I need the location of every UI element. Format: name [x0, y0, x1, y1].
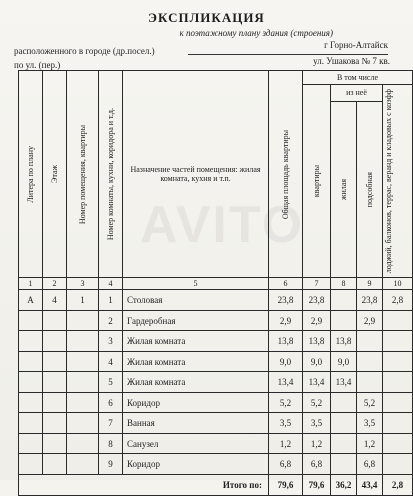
cell-litera [19, 331, 43, 352]
header-sub-no: Номер комнаты, кухни, коридора и т.д. [99, 71, 123, 278]
cell-name: Жилая комната [123, 351, 269, 372]
cell-floor [43, 413, 67, 434]
cell-floor [43, 454, 67, 475]
cell-apt: 1,2 [303, 433, 331, 454]
cell-name: Жилая комната [123, 372, 269, 393]
table-row [19, 392, 413, 413]
table-row [19, 454, 413, 475]
cell-room [67, 433, 99, 454]
cell-room [67, 392, 99, 413]
cell-floor [43, 331, 67, 352]
cell-total: 2,9 [269, 310, 303, 331]
cell-living: 9,0 [331, 351, 357, 372]
cell-sub: 2 [99, 310, 123, 331]
cell-living: 13,8 [331, 331, 357, 352]
table-row [19, 433, 413, 454]
cell-total: 5,2 [269, 392, 303, 413]
cell-balc: 2,8 [383, 290, 413, 311]
table-row [19, 290, 413, 311]
city-label: расположенного в городе (др.посел.) [14, 46, 155, 56]
cell-apt: 6,8 [303, 454, 331, 475]
totals-apt: 79,6 [303, 474, 331, 495]
header-living: жилая [331, 101, 357, 278]
cell-litera [19, 454, 43, 475]
cell-living [331, 454, 357, 475]
cell-balc [383, 351, 413, 372]
watermark: AVITO [140, 196, 305, 254]
cell-aux: 23,8 [357, 290, 383, 311]
cell-total: 13,8 [269, 331, 303, 352]
cell-aux: 6,8 [357, 454, 383, 475]
cell-name: Ванная [123, 413, 269, 434]
cell-room [67, 331, 99, 352]
cell-room [67, 454, 99, 475]
cell-litera [19, 372, 43, 393]
cell-litera [19, 433, 43, 454]
cell-floor [43, 433, 67, 454]
cell-name: Жилая комната [123, 331, 269, 352]
cell-balc [383, 433, 413, 454]
city-value: г Горно-Алтайск [188, 40, 388, 55]
cell-sub: 7 [99, 413, 123, 434]
cell-living: 13,4 [331, 372, 357, 393]
header-total-area: Общая площадь квартиры [269, 71, 303, 278]
header-purpose: Назначение частей помещения: жилая комната, кухня и т.п. [123, 71, 269, 278]
table-row [19, 310, 413, 331]
table-row [19, 331, 413, 352]
header-of-it: из неё [331, 85, 383, 102]
cell-aux: 1,2 [357, 433, 383, 454]
explication-table [18, 70, 413, 496]
cell-sub: 1 [99, 290, 123, 311]
cell-floor: 4 [43, 290, 67, 311]
cell-aux: 5,2 [357, 392, 383, 413]
cell-aux [357, 372, 383, 393]
street-value: ул. Ушакова № 7 кв. [130, 56, 390, 71]
street-label: по ул. (пер.) [14, 60, 61, 70]
cell-total: 9,0 [269, 351, 303, 372]
cell-litera [19, 351, 43, 372]
cell-balc [383, 372, 413, 393]
cell-name: Коридор [123, 454, 269, 475]
cell-room [67, 413, 99, 434]
totals-balc: 2,8 [383, 474, 413, 495]
column-numbers-row: 1 2 3 4 5 6 7 8 9 10 [19, 278, 413, 290]
table-row [19, 413, 413, 434]
totals-row [19, 474, 413, 495]
cell-floor [43, 351, 67, 372]
cell-apt: 2,9 [303, 310, 331, 331]
cell-sub: 5 [99, 372, 123, 393]
cell-aux [357, 351, 383, 372]
header-apartment: квартиры [303, 85, 331, 278]
cell-apt: 9,0 [303, 351, 331, 372]
cell-total: 1,2 [269, 433, 303, 454]
cell-aux: 2,9 [357, 310, 383, 331]
cell-room [67, 372, 99, 393]
cell-room [67, 310, 99, 331]
cell-litera [19, 310, 43, 331]
subtitle-text: к поэтажному плану здания (строения) [179, 28, 333, 38]
cell-apt: 5,2 [303, 392, 331, 413]
cell-name: Столовая [123, 290, 269, 311]
table-row [19, 372, 413, 393]
header-in-total: В том числе [303, 71, 413, 85]
header-balcony: лоджий, балконов, террас, веранд и кладовых с коэфф [383, 85, 413, 278]
cell-floor [43, 392, 67, 413]
cell-balc [383, 413, 413, 434]
cell-living [331, 433, 357, 454]
cell-sub: 9 [99, 454, 123, 475]
cell-living [331, 392, 357, 413]
cell-aux: 3,5 [357, 413, 383, 434]
document-title: ЭКСПЛИКАЦИЯ [148, 10, 265, 25]
cell-apt: 13,4 [303, 372, 331, 393]
totals-living: 36,2 [331, 474, 357, 495]
cell-apt: 23,8 [303, 290, 331, 311]
totals-label: Итого по: [19, 474, 269, 495]
cell-apt: 13,8 [303, 331, 331, 352]
cell-room [67, 351, 99, 372]
cell-litera: А [19, 290, 43, 311]
table-row [19, 351, 413, 372]
header-auxiliary: подсобная [357, 101, 383, 278]
cell-sub: 4 [99, 351, 123, 372]
totals-aux: 43,4 [357, 474, 383, 495]
cell-total: 13,4 [269, 372, 303, 393]
cell-balc [383, 454, 413, 475]
totals-total: 79,6 [269, 474, 303, 495]
header-litera: Литера по плану [19, 71, 43, 278]
cell-name: Коридор [123, 392, 269, 413]
cell-floor [43, 372, 67, 393]
cell-living [331, 310, 357, 331]
cell-name: Санузел [123, 433, 269, 454]
cell-living [331, 413, 357, 434]
cell-total: 3,5 [269, 413, 303, 434]
cell-name: Гардеробная [123, 310, 269, 331]
cell-floor [43, 310, 67, 331]
cell-sub: 8 [99, 433, 123, 454]
cell-sub: 6 [99, 392, 123, 413]
cell-living [331, 290, 357, 311]
cell-litera [19, 413, 43, 434]
cell-room: 1 [67, 290, 99, 311]
cell-total: 6,8 [269, 454, 303, 475]
cell-aux [357, 331, 383, 352]
cell-litera [19, 392, 43, 413]
cell-balc [383, 331, 413, 352]
header-room-no: Номер помещения, квартиры [67, 71, 99, 278]
cell-balc [383, 392, 413, 413]
document-subtitle [0, 28, 413, 38]
cell-apt: 3,5 [303, 413, 331, 434]
cell-total: 23,8 [269, 290, 303, 311]
cell-balc [383, 310, 413, 331]
header-floor: Этаж [43, 71, 67, 278]
cell-sub: 3 [99, 331, 123, 352]
